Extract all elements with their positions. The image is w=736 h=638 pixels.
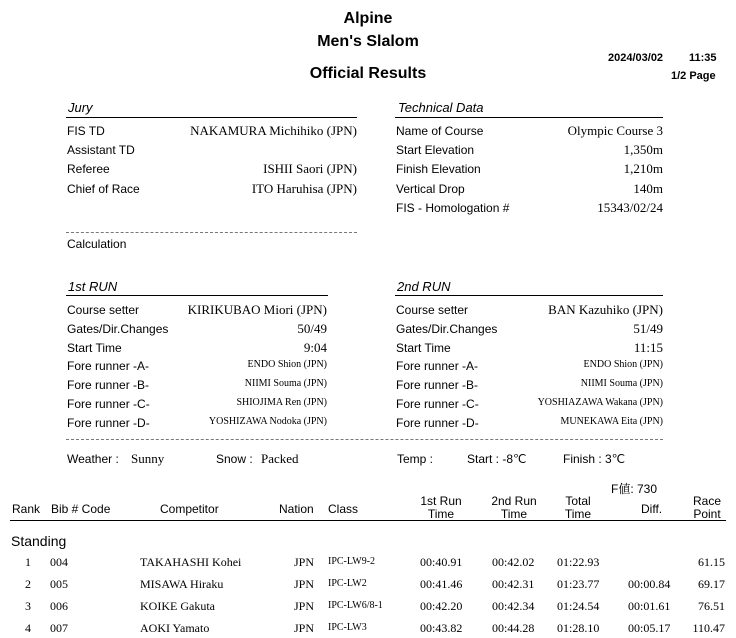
run1-value: KIRIKUBAO Miori (JPN) <box>187 302 327 317</box>
tech-label: Finish Elevation <box>396 162 481 177</box>
col-total: Total Time <box>564 494 592 521</box>
run2-heading: 2nd RUN <box>397 279 451 294</box>
result-bib: 007 <box>50 621 68 635</box>
result-total: 01:24.54 <box>557 599 600 613</box>
result-points: 61.15 <box>698 555 725 569</box>
calculation-divider <box>66 232 357 233</box>
document-title: Official Results <box>309 65 427 82</box>
run2-value: BAN Kazuhiko (JPN) <box>548 302 663 317</box>
jury-value: NAKAMURA Michihiko (JPN) <box>190 123 357 138</box>
jury-label: Chief of Race <box>67 181 140 196</box>
result-class: IPC-LW9-2 <box>328 556 376 567</box>
result-diff: 00:01.61 <box>628 599 671 613</box>
conditions-divider <box>66 439 663 440</box>
result-rank: 4 <box>25 621 31 635</box>
run2-label: Course setter <box>396 303 469 317</box>
tech-label: FIS - Homologation # <box>396 200 510 215</box>
run1-label: Fore runner -D- <box>67 415 150 430</box>
sport-title: Alpine <box>343 10 393 27</box>
jury-value: ITO Haruhisa (JPN) <box>251 180 357 196</box>
result-name: TAKAHASHI Kohei <box>140 555 242 569</box>
temp-label: Temp : <box>397 452 434 466</box>
jury-value: ISHII Saori (JPN) <box>263 161 357 177</box>
calculation-label: Calculation <box>67 237 127 251</box>
run1-value: SHIOJIMA Ren (JPN) <box>236 397 327 408</box>
result-name: KOIKE Gakuta <box>140 599 215 613</box>
run1-heading: 1st RUN <box>68 279 118 294</box>
run2-value: ENDO Shion (JPN) <box>583 359 663 371</box>
result-run2: 00:44.28 <box>492 621 535 635</box>
print-time: 11:35 <box>689 52 717 64</box>
result-name: MISAWA Hiraku <box>140 577 224 591</box>
snow-value: Packed <box>261 451 299 466</box>
col-run1: 1st Run Time <box>420 494 462 521</box>
run2-label: Fore runner -B- <box>396 378 479 393</box>
result-points: 69.17 <box>698 577 725 591</box>
run2-value: 51/49 <box>633 320 663 336</box>
tech-value: 1,210m <box>623 161 663 177</box>
jury-label: Assistant TD <box>67 143 135 158</box>
col-run2: 2nd Run Time <box>491 494 537 521</box>
weather-label: Weather : <box>67 452 119 466</box>
run2-value: 11:15 <box>633 339 663 355</box>
result-run2: 00:42.02 <box>492 555 535 569</box>
tech-value: Olympic Course 3 <box>567 123 663 138</box>
run2-label: Fore runner -C- <box>396 397 479 411</box>
run2-label: Start Time <box>396 340 451 355</box>
run1-label: Fore runner -A- <box>67 359 150 374</box>
tech-value: 140m <box>633 180 663 196</box>
result-diff: 00:00.84 <box>628 577 671 591</box>
result-points: 110.47 <box>692 621 725 635</box>
tech-label: Start Elevation <box>396 143 475 158</box>
result-nation: JPN <box>293 599 314 613</box>
tech-label: Name of Course <box>396 124 484 138</box>
col-diff: Diff. <box>641 502 663 516</box>
run2-label: Fore runner -A- <box>396 359 479 374</box>
run1-label: Course setter <box>67 303 140 317</box>
result-run1: 00:41.46 <box>420 577 463 591</box>
result-class: IPC-LW2 <box>328 578 367 589</box>
jury-rule <box>66 117 357 118</box>
f-value: F値: 730 <box>611 482 658 496</box>
result-total: 01:28.10 <box>557 621 600 635</box>
result-run1: 00:42.20 <box>420 599 463 613</box>
result-class: IPC-LW6/8-1 <box>328 600 383 611</box>
results-header-rule <box>10 520 726 521</box>
run1-value: YOSHIZAWA Nodoka (JPN) <box>208 415 327 427</box>
tech-value: 15343/02/24 <box>597 199 663 215</box>
start-temperature: Start : -8℃ <box>467 452 527 466</box>
run2-label: Gates/Dir.Changes <box>396 321 498 336</box>
result-rank: 1 <box>25 555 31 569</box>
result-run1: 00:40.91 <box>420 555 463 569</box>
weather-value: Sunny <box>131 451 165 466</box>
print-date: 2024/03/02 <box>608 52 664 64</box>
col-nation: Nation <box>279 502 314 516</box>
col-rank: Rank <box>12 502 41 516</box>
result-bib: 005 <box>50 577 68 591</box>
run1-value: 9:04 <box>303 339 327 355</box>
run1-label: Fore runner -B- <box>67 378 150 393</box>
jury-label: FIS TD <box>67 124 105 138</box>
run1-value: NIIMI Souma (JPN) <box>244 378 327 390</box>
technical-rule <box>395 117 663 118</box>
result-nation: JPN <box>293 577 314 591</box>
result-class: IPC-LW3 <box>328 622 367 633</box>
col-bib: Bib # Code <box>51 502 111 516</box>
result-diff: 00:05.17 <box>628 621 671 635</box>
run2-label: Fore runner -D- <box>396 415 479 430</box>
result-rank: 3 <box>25 599 31 613</box>
col-class: Class <box>328 502 359 516</box>
col-competitor: Competitor <box>160 502 219 516</box>
result-total: 01:23.77 <box>557 577 600 591</box>
result-bib: 006 <box>50 599 68 613</box>
result-total: 01:22.93 <box>557 555 600 569</box>
result-run2: 00:42.34 <box>492 599 535 613</box>
category-label: Standing <box>11 533 67 549</box>
result-run2: 00:42.31 <box>492 577 535 591</box>
tech-value: 1,350m <box>623 142 663 158</box>
result-points: 76.51 <box>698 599 725 613</box>
run1-value: ENDO Shion (JPN) <box>247 359 327 371</box>
snow-label: Snow : <box>216 452 253 466</box>
page-number: 1/2 Page <box>671 70 716 82</box>
technical-heading: Technical Data <box>398 100 484 115</box>
finish-temperature: Finish : 3℃ <box>563 452 626 466</box>
run1-rule <box>66 295 328 296</box>
result-rank: 2 <box>25 577 31 591</box>
run1-label: Start Time <box>67 340 122 355</box>
result-name: AOKI Yamato <box>140 621 210 635</box>
result-run1: 00:43.82 <box>420 621 463 635</box>
run2-value: NIIMI Souma (JPN) <box>580 378 663 390</box>
run1-label: Gates/Dir.Changes <box>67 321 169 336</box>
tech-label: Vertical Drop <box>396 181 465 196</box>
result-bib: 004 <box>50 555 68 569</box>
jury-label: Referee <box>67 162 110 177</box>
col-points: Race Point <box>692 494 721 521</box>
run2-value: MUNEKAWA Eita (JPN) <box>560 415 663 427</box>
event-title: Men's Slalom <box>317 33 419 50</box>
result-nation: JPN <box>293 621 314 635</box>
jury-heading: Jury <box>68 100 93 115</box>
run2-value: YOSHIAZAWA Wakana (JPN) <box>537 397 663 408</box>
run2-rule <box>395 295 663 296</box>
run1-label: Fore runner -C- <box>67 397 150 411</box>
result-nation: JPN <box>293 555 314 569</box>
run1-value: 50/49 <box>297 320 327 336</box>
